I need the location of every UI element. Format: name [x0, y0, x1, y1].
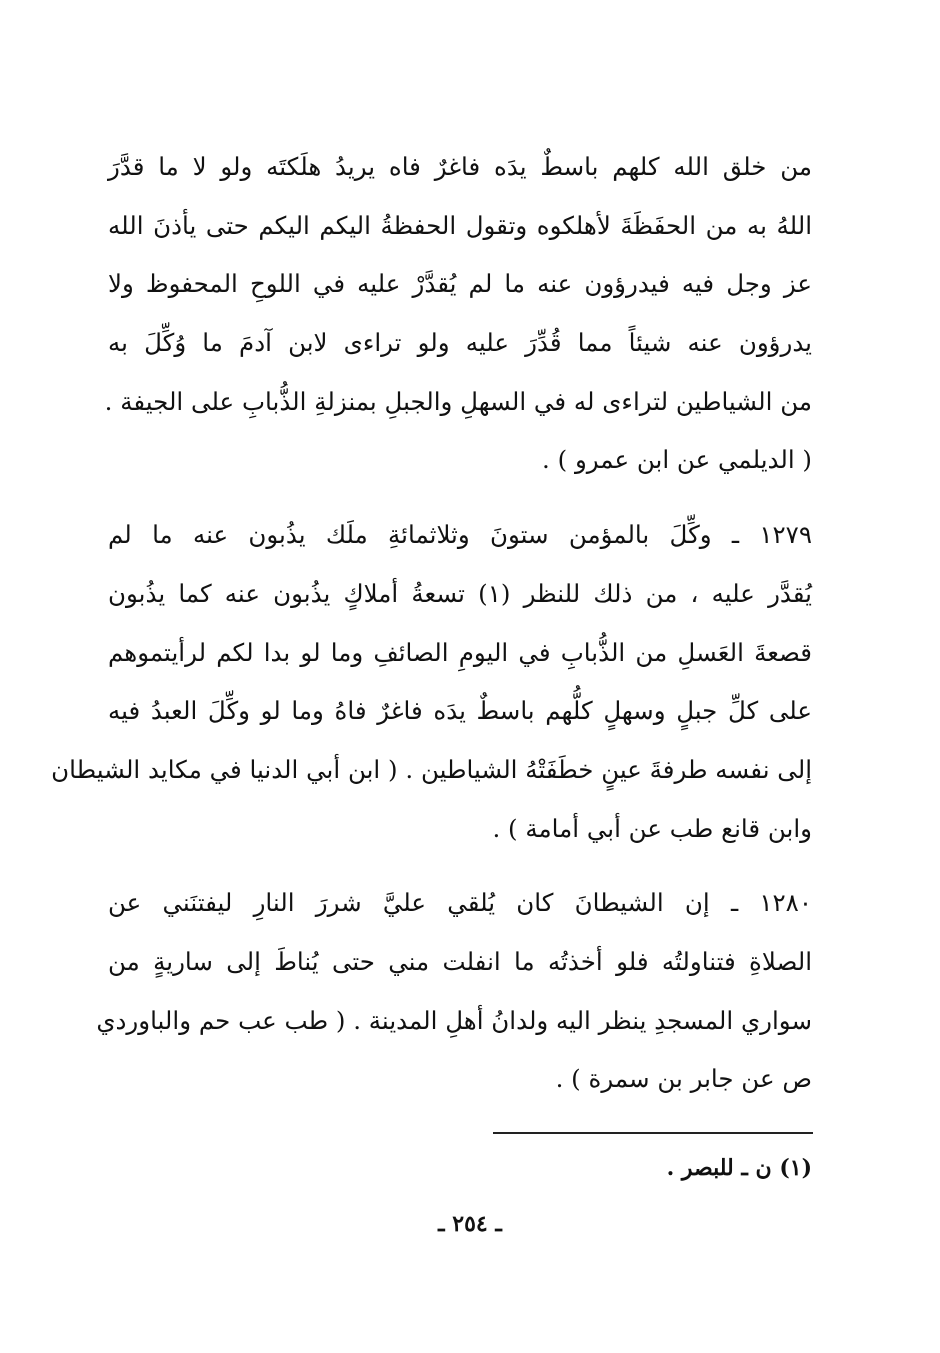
text-line: ( الديلمي عن ابن عمرو ) .	[542, 445, 812, 475]
text-line: من الشياطين لتراءى له في السهلِ والجبلِ بمنزلةِ الذُّبابِ على الجيفة .	[104, 386, 812, 416]
text-line: اللهُ به من الحفَظَةَ لأهلكوه وتقول الحفظةُ اليكم اليكم حتى يأذنَ الله	[108, 210, 812, 240]
text-line: وابن قانع طب عن أبي أمامة ) .	[492, 813, 812, 843]
footnote-divider	[493, 1132, 813, 1134]
page-number: ـ ٢٥٤ ـ	[438, 1211, 502, 1237]
text-line: ص عن جابر بن سمرة ) .	[555, 1064, 812, 1094]
text-line: ١٢٨٠ ـ إن الشيطانَ كان يُلقي عليَّ شررَ النارِ ليفتنَني عن	[108, 888, 812, 918]
text-line: ١٢٧٩ ـ وكِّلَ بالمؤمن ستونَ وثلاثمائةِ ملَك يذُبون عنه ما لم	[108, 520, 812, 550]
hadith-1280	[96, 874, 812, 1109]
paragraph-gap	[108, 490, 812, 506]
paragraph-continuation	[104, 138, 812, 490]
body-text	[51, 138, 812, 1109]
paragraph-gap	[108, 858, 812, 874]
text-line: الصلاةِ فتناولتُه فلو أخذتُه ما انفلت مني حتى يُناطَ إلى ساريةٍ من	[108, 946, 812, 976]
footnote: (١) ن ـ للبصر .	[666, 1155, 812, 1181]
text-line: على كلِّ جبلٍ وسهلٍ كلُّهم باسطٌ يدَه فاغرٌ فاهُ وما لو وكِّلَ العبدُ فيه	[108, 696, 812, 726]
text-line: قصعةَ العَسلِ من الذُّبابِ في اليومِ الصائفِ وما لو بدا لكم لرأيتموهم	[108, 637, 812, 667]
text-line: يدرؤون عنه شيئاً مما قُدِّرَ عليه ولو تراءى لابن آدمَ ما وُكِّلَ به	[108, 328, 812, 358]
text-line: إلى نفسه طرفةَ عينٍ خطَفَتْهُ الشياطين . ( ابن أبي الدنيا في مكايد الشيطان	[51, 754, 812, 784]
text-line: يُقدَّر عليه ، من ذلك للنظر (١) تسعةُ أملاكٍ يذُبون عنه كما يذُبون	[108, 578, 812, 608]
text-line: من خلق الله كلهم باسطٌ يدَه فاغرٌ فاه يريدُ هلَكتَه ولو لا ما قدَّرَ	[108, 152, 812, 181]
text-line: سواري المسجدِ ينظر اليه ولدانُ أهلِ المدينة . ( طب عب حم والباوردي	[96, 1005, 812, 1035]
text-line: عز وجل فيه فيدرؤون عنه ما لم يُقدَّرْ عليه في اللوحِ المحفوظ ولا	[108, 269, 812, 299]
hadith-1279	[51, 506, 812, 858]
